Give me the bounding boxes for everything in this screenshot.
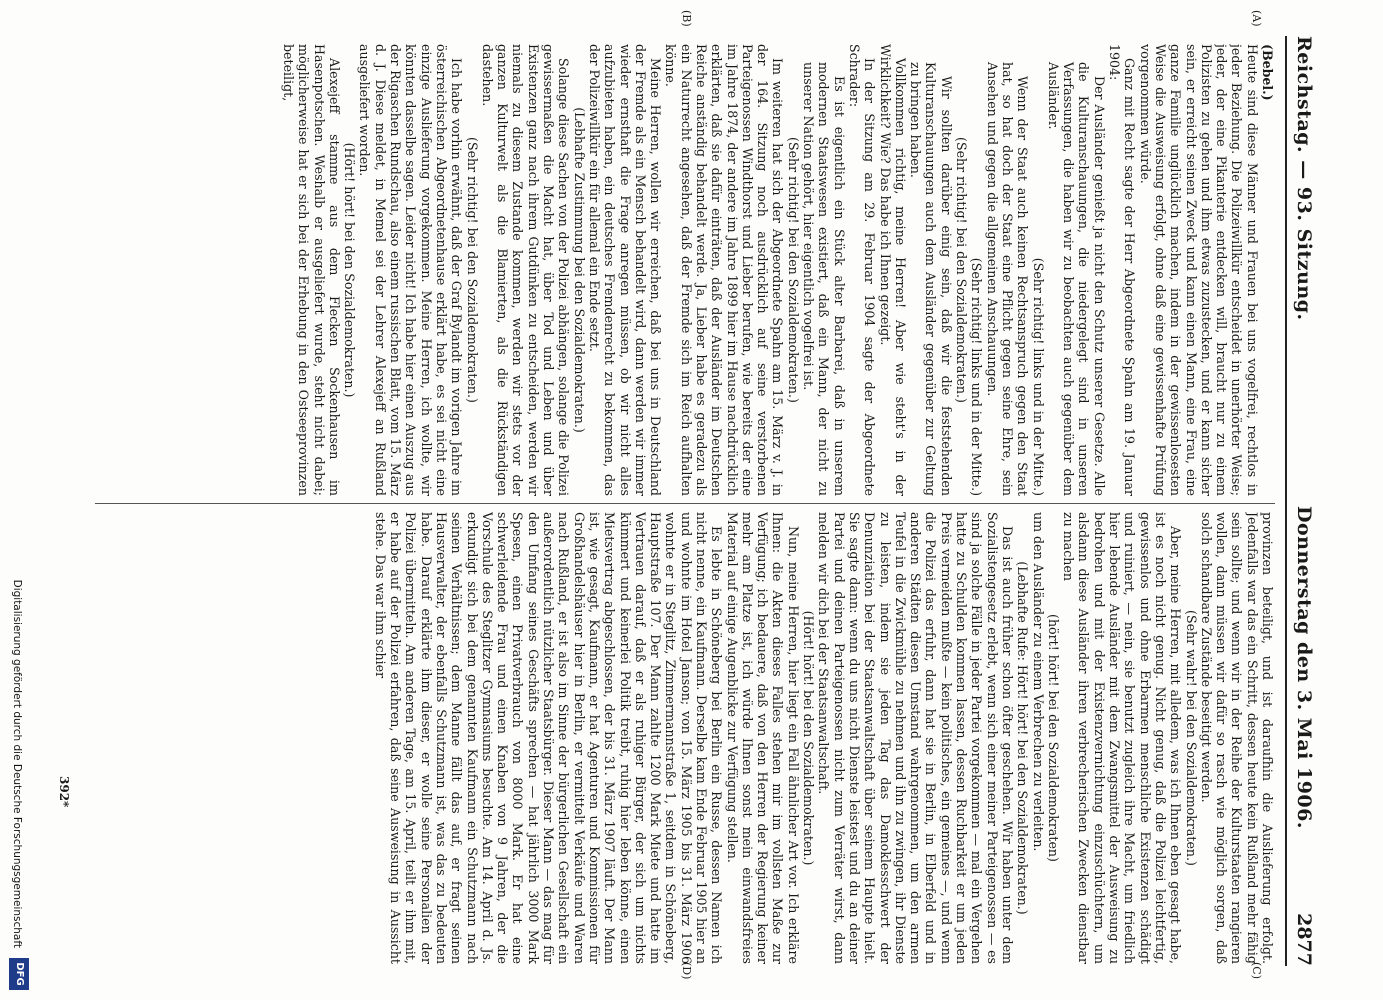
left-column-paragraph: (Hört! hört! bei den Sozialdemokraten.) xyxy=(342,142,358,398)
left-column-paragraph: Im weiteren hat sich der Abgeordnete Spahn am 15. März v. J. in der 164. Sitzung noch ausdrücklich auf seine verstorbenen Parteigenossen Windthorst und Lieber berufen, wie bereits der eine im Jahre 1874, der andere im Jahre 1899 hier im Hause nachdrücklich erklärten, daß sie dafür einträten, daß der Ausländer im Deutschen Reiche anständig behandelt werde. Ja, Lieber habe es geradezu als ein Naturrecht angesehen, daß der Fremde sich im Reich aufhalten könne. xyxy=(663,44,786,496)
left-column-paragraph: Meine Herren, wollen wir erreichen, daß bei uns in Deutschland der Fremde als ein Mensch behandelt wird, dann werden wir immer wieder ernsthaft die Frage anregen müssen, ob wir nicht alles aufzubieten haben, ein deutsches Fremdenrecht zu bekommen, das der Polizeiwillkür ein für allemal ein Ende setzt. xyxy=(586,44,664,496)
left-column-paragraph: (Sehr richtig! bei den Sozialdemokraten.) xyxy=(464,137,480,403)
left-column-paragraph: Ich habe vorhin erwähnt, daß der Graf Bylandt im vorigen Jahre im österreichischen Abgeordnetenhause erklärt habe, es sei nicht eine einzige Auslieferung vorgekommen. Meine Herren, ich wollte, wir könnten dasselbe sagen. Leider nicht! Ich habe hier einen Auszug aus der Rigaschen Rundschau, also einem russischen Blatt, vom 15. März d. J. Diese meldet, in Memel sei der Lehrer Alexejeff an Rußland ausgeliefert worden. xyxy=(357,44,465,496)
left-column-paragraph: Der Ausländer genießt ja nicht den Schutz unserer Gesetze. Alle die Kulturanschauungen, die niedergelegt sind in unseren Verfassungen, die haben wir zu beobachten auch gegenüber dem Ausländer. xyxy=(1045,62,1107,496)
right-column-paragraph: Aber, meine Herren, mit alledem, was ich Ihnen eben gesagt habe, ist es noch nicht genug. Nicht genug, daß die Polizei leichtfertig, gewissenlos und ohne Erbarmen menschliche Existenzen schädigt und ruiniert, — nein, sie benutzt zugleich ihre Macht, um friedlich hier lebende Ausländer mit dem Zwangsmittel der Ausweisung zu bedrohen und mit der Existenzvernichtung einzuschüchtern, um alsdann diese Ausländer ihren verbrecherischen Zwecken dienstbar zu machen xyxy=(1061,512,1184,964)
column-divider xyxy=(95,503,1275,504)
margin-marker-b: (B) xyxy=(680,10,693,27)
left-column-paragraph: (Bebel.) xyxy=(1260,44,1275,101)
right-column-paragraph: Das ist auch früher schon öfter geschehen. Wir haben unter dem Sozialistengesetz erlebt, wenn sich einer meiner Parteigenossen — es sind ja solche Fälle in jeder Partei vorgekommen — mal ein Vergehen hatte zu Schulden kommen lassen, dessen Ruchbarkeit er um jeden Preis vermeiden mußte — kein politisches, ein gemeines —, und wenn die Polizei das erfuhr, dann hat sie in Berlin, in Elberfeld und in anderen Städten diesen Umstand wahrgenommen, um den armen Teufel in die Zwickmühle zu nehmen und ihn zu zwingen, ihr Dienste zu leisten, indem sie jeden Tag das Damoklesschwert der Denunziation bei der Staatsanwaltschaft über seinem Haupte hielt. Sie sagte dann: wenn du uns nicht Dienste leistest und du an deiner Partei und deinen Parteigenossen nicht zum Verräter wirst, dann melden wir dich bei der Staatsanwaltschaft. xyxy=(816,512,1015,964)
right-column-paragraph: um den Ausländer zu einem Verbrechen zu verleiten. xyxy=(1030,512,1046,852)
left-column-paragraph: Solange diese Sachen von der Polizei abhängen, solange die Polizei gewissermaßen die Macht hat, über Tod und Leben und über Existenzen ganz nach ihrem Gutdünken zu entscheiden, werden wir niemals zu diesem Zustande kommen, werden wir stets vor der ganzen Kulturwelt als die Blamierten, als die Rückständigen dastehen. xyxy=(479,44,572,496)
left-column-paragraph: (Sehr richtig! links und in der Mitte.) xyxy=(969,257,985,496)
left-text-column xyxy=(95,44,1275,496)
left-column-paragraph: Heute sind diese Männer und Frauen bei uns vogelfrei, rechtlos in jeder Beziehung. Die Polizeiwillkür entscheidet in unerhörter Weise; jeder, der eine Pikanterie entdecken will, braucht nur zu einem Polizisten zu gehen und ihm etwas zuzustecken, und er kann sicher sein, er erreicht seinen Zweck und kann einen Mann, eine Frau, eine ganze Familie unglücklich machen, indem in der gewissenlosesten Weise die Ausweisung erfolgt, ohne daß eine gewissenhafte Prüfung vorgenommen würde. xyxy=(1137,44,1260,496)
left-column-paragraph: Alexejeff stamme aus dem Flecken Sockenhausen im Hasenpotschen. Weshalb er ausgeliefert wurde, steht nicht dabei; möglicherweise hat er sich bei der Erhebung in den Ostseeprovinzen beteiligt, xyxy=(281,44,342,496)
left-column-paragraph: Ganz mit Recht sagte der Herr Abgeordnete Spahn am 19. Januar 1904: xyxy=(1107,44,1138,496)
header-date: Donnerstag den 3. Mai 1906. xyxy=(1293,506,1315,829)
dfg-logo: DFG xyxy=(9,958,29,990)
left-column-paragraph: (Sehr richtig! bei den Sozialdemokraten.) xyxy=(954,137,970,403)
right-text-column xyxy=(95,512,1275,964)
page-number: 2877 xyxy=(1293,913,1315,966)
right-column-paragraph: provinzen beteiligt, und ist daraufhin die Auslieferung erfolgt. Jedenfalls war das ein Schritt, dessen heute kein Rußland mehr fähig sein sollte; und wenn wir in der Reihe der Kulturstaaten rangieren wollen, dann müssen wir dafür so rasch wie möglich sorgen, daß solch schandbare Zustände beseitigt werden. xyxy=(1198,512,1275,964)
left-column-paragraph: Vollkommen richtig, meine Herren! Aber wie steht's in der Wirklichkeit? Wie? Das habe ich Ihnen gezeigt. xyxy=(877,44,908,496)
left-column-paragraph: Wir sollten darüber einig sein, daß wir die feststehenden Kulturanschauungen auch dem Ausländer gegenüber zur Geltung zu bringen haben. xyxy=(908,62,954,496)
left-column-paragraph: (Sehr richtig! links und in der Mitte.) xyxy=(1030,257,1046,496)
digitization-notice: Digitalisierung gefördert durch die Deutsche Forschungsgemeinschaft xyxy=(11,579,23,948)
page-header xyxy=(1285,36,1323,966)
left-column-paragraph: Es ist eigentlich ein Stück alter Barbarei, daß in unserem modernen Staatswesen existiert, daß ein Mann, der nicht zu unserer Nation gehört, hier eigentlich vogelfrei ist. xyxy=(801,62,847,496)
margin-marker-c: (C) xyxy=(1250,962,1263,979)
margin-marker-a: (A) xyxy=(1250,10,1263,27)
right-column-paragraph: (Hört! hört! bei den Sozialdemokraten.) xyxy=(801,610,817,866)
digitization-sidebar xyxy=(0,0,73,1000)
margin-marker-d: (D) xyxy=(680,962,693,980)
right-column-paragraph: Es lebte in Schöneberg bei Berlin ein Russe, dessen Namen ich nicht nenne, ein Kaufmann. Derselbe kam Ende Februar 1905 hier an und wohnte im Hotel Janson; von 15. März 1905 bis 31. März 1906 wohnte er in Steglitz, Zimmermannstraße 1, seitdem in Schöneberg, Hauptstraße 107. Der Mann zahlte 1200 Mark Miete und hatte im Vertrauen darauf, daß er als ruhiger Bürger, der sich um nichts kümmert und keinerlei Politik treibt, ruhig hier leben könne, einen Mietsvertrag abgeschlossen, der bis 31. März 1907 läuft. Der Mann ist, wie gesagt, Kaufmann, er hat Agenturen und Kommissionen für Großhandelshäuser hier in Berlin, er vermittelt Verkäufe und Waren nach Rußland, er ist also im Sinne der bürgerlichen Gesellschaft ein außerordentlich nützlicher Staatsbürger. Dieser Mann — das mag für den Umfang seines Geschäfts sprechen — hat jährlich 3000 Mark Spesen, einen Privatverbrauch von 8000 Mark. Er hat eine schwerleidende Frau und einen Knaben von 9 Jahren, der die Vorschule des Steglitzer Gymnasiums besuchte. Am 14. April d. Js. erkundigt sich bei dem genannten Kaufmann ein Schutzmann nach seinen Verhältnissen; dem Manne fällt das auf, er fragt seinen Hausverwalter, der ebenfalls Schutzmann ist, was das zu bedeuten habe. Darauf erklärte ihm dieser, er wolle seine Personalien der Polizei übermitteln. Am anderen Tage, am 15. April, teilt er ihm mit, er habe auf der Polizei erfahren, daß seine Ausweisung in Aussicht stehe. Das war ihm schier xyxy=(372,512,725,964)
left-column-paragraph: In der Sitzung am 29. Februar 1904 sagte der Abgeordnete Schrader: xyxy=(846,44,878,496)
right-column-paragraph: (hört! hört! bei den Sozialdemokraten) xyxy=(1045,614,1061,862)
right-column-paragraph: (Lebhafte Rufe: Hört! hört! bei den Sozialdemokraten.) xyxy=(1015,561,1031,915)
left-column-paragraph: (Lebhafte Zustimmung bei den Sozialdemokraten.) xyxy=(571,107,587,433)
left-column-paragraph: (Sehr richtig! bei den Sozialdemokraten.) xyxy=(785,137,801,403)
sheet-signature: 392* xyxy=(57,776,71,808)
right-column-paragraph: Nun, meine Herren, hier liegt ein Fall ähnlicher Art vor. Ich erkläre Ihnen: die Akten dieses Falles stehen mir im vollsten Maße zur Verfügung; ich bedauere, daß von den Herren der Regierung keiner mehr am Platze ist, ich würde Ihnen sonst mein einwandsfreies Material auf einige Augenblicke zur Verfügung stellen. xyxy=(724,512,801,964)
right-column-paragraph: (Sehr wahr! bei den Sozialdemokraten.) xyxy=(1183,610,1199,866)
left-column-paragraph: Wenn der Staat auch keinen Rechtsanspruch gegen den Staat hat, so hat doch der Staat eine Pflicht gegen seine Ehre, sein Ansehen und gegen die allgemeinen Anschauungen. xyxy=(984,62,1031,496)
header-session: Reichstag. — 93. Sitzung. xyxy=(1293,36,1315,321)
